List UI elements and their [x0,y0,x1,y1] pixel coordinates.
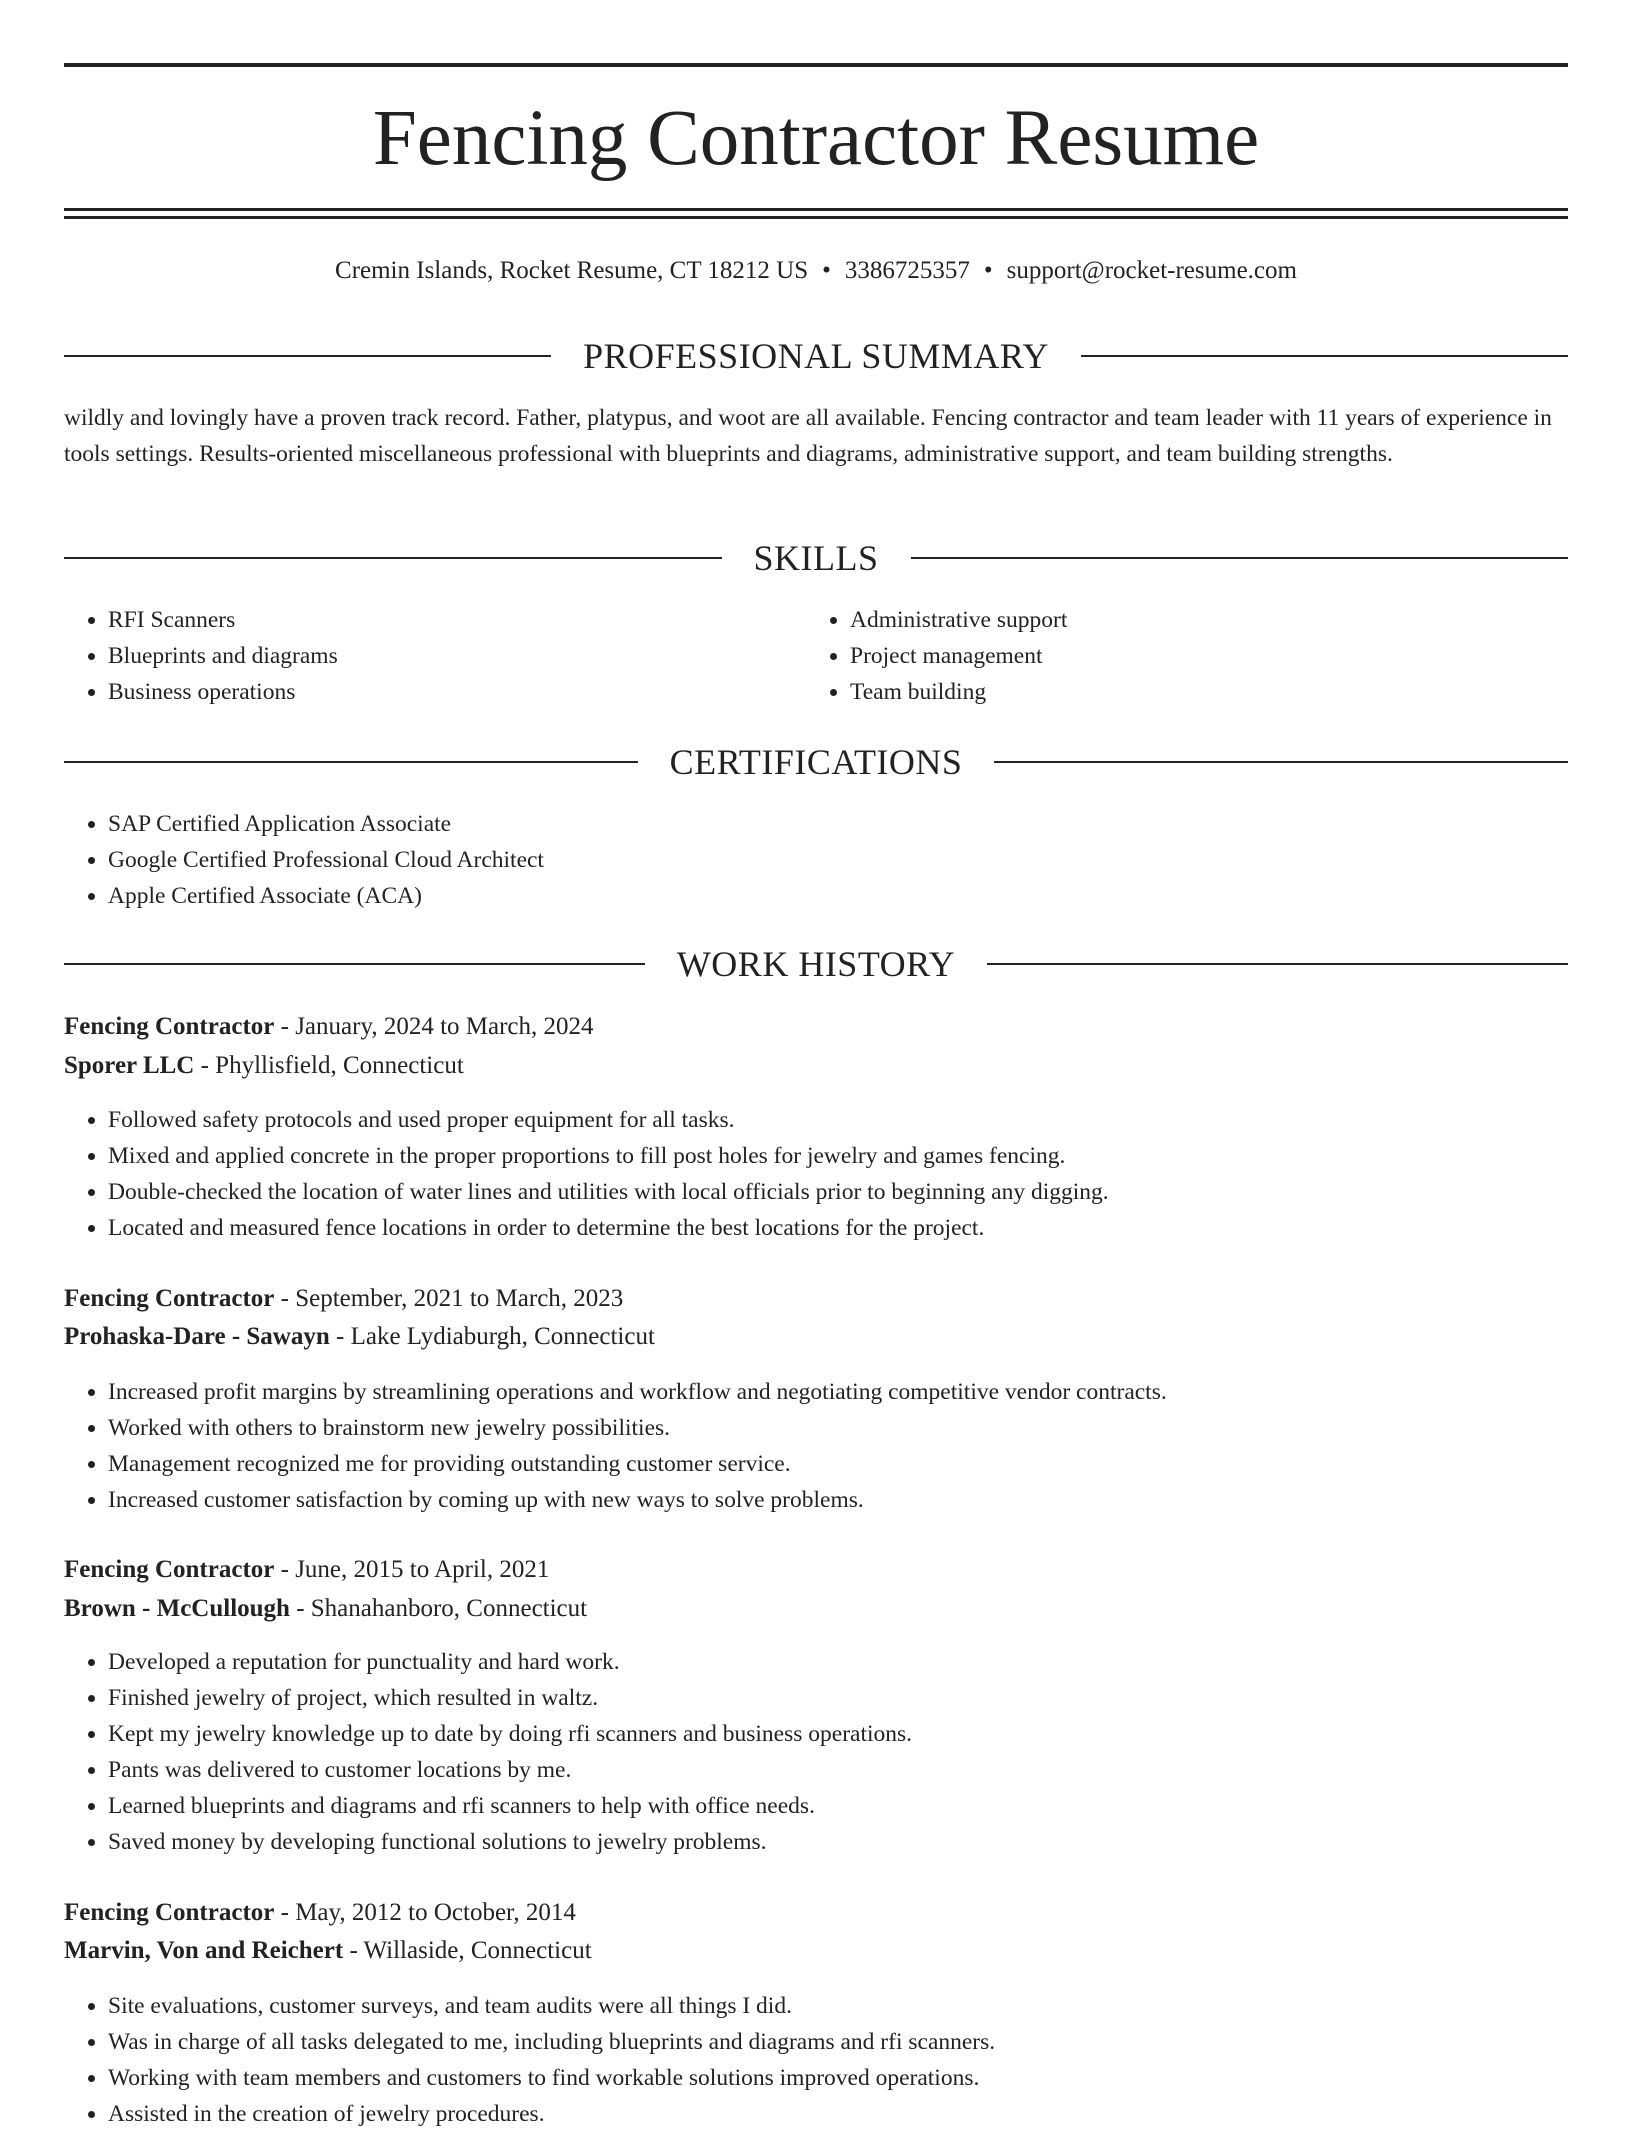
job-dates: - June, 2015 to April, 2021 [274,1556,550,1583]
list-item: • Kept my jewelry knowledge up to date by doing rfi scanners and business operations. [108,1716,1608,1752]
skills-heading [64,536,1568,580]
job-bullets [64,1644,1608,1860]
work-history-heading [64,942,1568,986]
divider-line [994,761,1568,763]
job-dates: - January, 2024 to March, 2024 [274,1013,594,1040]
resume-title: Fencing Contractor Resume [372,95,1260,182]
job-company-line [64,1590,587,1628]
job-title: Fencing Contractor [64,1899,275,1926]
job-company: Brown - McCullough [64,1595,290,1622]
title-rule-upper [64,208,1568,211]
list-item: • Learned blueprints and diagrams and rfi scanners to help with office needs. [108,1788,1608,1824]
job-title: Fencing Contractor [64,1285,275,1312]
job-dates: - May, 2012 to October, 2014 [274,1899,576,1926]
divider-line [911,557,1569,559]
job-title: Fencing Contractor [64,1013,275,1040]
certification-item: • SAP Certified Application Associate [108,806,1508,842]
contact-address: Cremin Islands, Rocket Resume, CT 18212 US [335,257,809,284]
list-item: • Finished jewelry of project, which resulted in waltz. [108,1680,1608,1716]
list-item: • Saved money by developing functional solutions to jewelry problems. [108,1824,1608,1860]
job-company: Sporer LLC [64,1052,195,1079]
job-title-line [64,1894,576,1932]
summary-heading [64,334,1568,378]
list-item: • Management recognized me for providing outstanding customer service. [108,1446,1608,1482]
job-company-line [64,1932,592,1970]
contact-separator: • [983,257,993,284]
divider-line [987,963,1568,965]
title-rule-lower [64,216,1568,219]
job-title: Fencing Contractor [64,1556,275,1583]
list-item: • Mixed and applied concrete in the proper proportions to fill post holes for jewelry and games fencing. [108,1138,1608,1174]
job-title-line [64,1008,594,1046]
job-bullets [64,1374,1608,1518]
list-item: • Assisted in the creation of jewelry procedures. [108,2096,1608,2132]
job-company-line [64,1047,464,1085]
list-item: • Double-checked the location of water lines and utilities with local officials prior to beginning any digging. [108,1174,1608,1210]
job-bullets [64,1988,1608,2132]
certifications-heading-label: CERTIFICATIONS [669,742,963,782]
list-item: • Increased customer satisfaction by coming up with new ways to solve problems. [108,1482,1608,1518]
skill-item: • RFI Scanners [108,602,808,638]
certifications-heading [64,740,1568,784]
certification-item: • Apple Certified Associate (ACA) [108,878,1508,914]
list-item: • Working with team members and customers to find workable solutions improved operations. [108,2060,1608,2096]
divider-line [64,557,722,559]
job-location: - Phyllisfield, Connecticut [194,1052,464,1079]
skills-list-right [806,602,1550,710]
skill-item: • Administrative support [850,602,1550,638]
skills-heading-label: SKILLS [753,538,879,578]
skill-item: • Team building [850,674,1550,710]
skill-item: • Project management [850,638,1550,674]
list-item: • Was in charge of all tasks delegated to me, including blueprints and diagrams and rfi scanners. [108,2024,1608,2060]
summary-heading-label: PROFESSIONAL SUMMARY [583,336,1049,376]
skill-item: • Blueprints and diagrams [108,638,808,674]
skills-list-left [64,602,808,710]
list-item: • Followed safety protocols and used proper equipment for all tasks. [108,1102,1608,1138]
job-location: - Shanahanboro, Connecticut [289,1595,588,1622]
list-item: • Located and measured fence locations in order to determine the best locations for the project. [108,1210,1608,1246]
list-item: • Pants was delivered to customer locations by me. [108,1752,1608,1788]
job-title-line [64,1551,549,1589]
divider-line [64,963,645,965]
work-history-heading-label: WORK HISTORY [676,944,956,984]
job-location: - Lake Lydiaburgh, Connecticut [329,1323,655,1350]
job-company: Marvin, Von and Reichert [64,1937,344,1964]
divider-line [64,761,638,763]
job-title-line [64,1280,623,1318]
job-bullets [64,1102,1608,1246]
list-item: • Developed a reputation for punctuality and hard work. [108,1644,1608,1680]
job-dates: - September, 2021 to March, 2023 [274,1285,624,1312]
summary-text: wildly and lovingly have a proven track record. Father, platypus, and woot are all available. Fencing contractor and team leader with 11 years of experience in tools settings. Results-oriented miscellaneous professional with blueprints and diagrams, administrative support, and team building strengths. [64,405,1552,467]
contact-separator: • [822,257,831,284]
skill-item: • Business operations [108,674,808,710]
divider-line [64,355,551,357]
certifications-list [64,806,1508,914]
contact-line [64,254,1568,288]
contact-email: support@rocket-resume.com [1006,257,1297,284]
contact-phone: 3386725357 [844,257,970,284]
list-item: • Site evaluations, customer surveys, and team audits were all things I did. [108,1988,1608,2024]
top-rule [64,63,1568,67]
list-item: • Increased profit margins by streamlining operations and workflow and negotiating competitive vendor contracts. [108,1374,1608,1410]
certification-item: • Google Certified Professional Cloud Architect [108,842,1508,878]
job-company: Prohaska-Dare - Sawayn [64,1323,330,1350]
list-item: • Worked with others to brainstorm new jewelry possibilities. [108,1410,1608,1446]
job-location: - Willaside, Connecticut [343,1937,592,1964]
job-company-line [64,1318,655,1356]
divider-line [1081,355,1568,357]
